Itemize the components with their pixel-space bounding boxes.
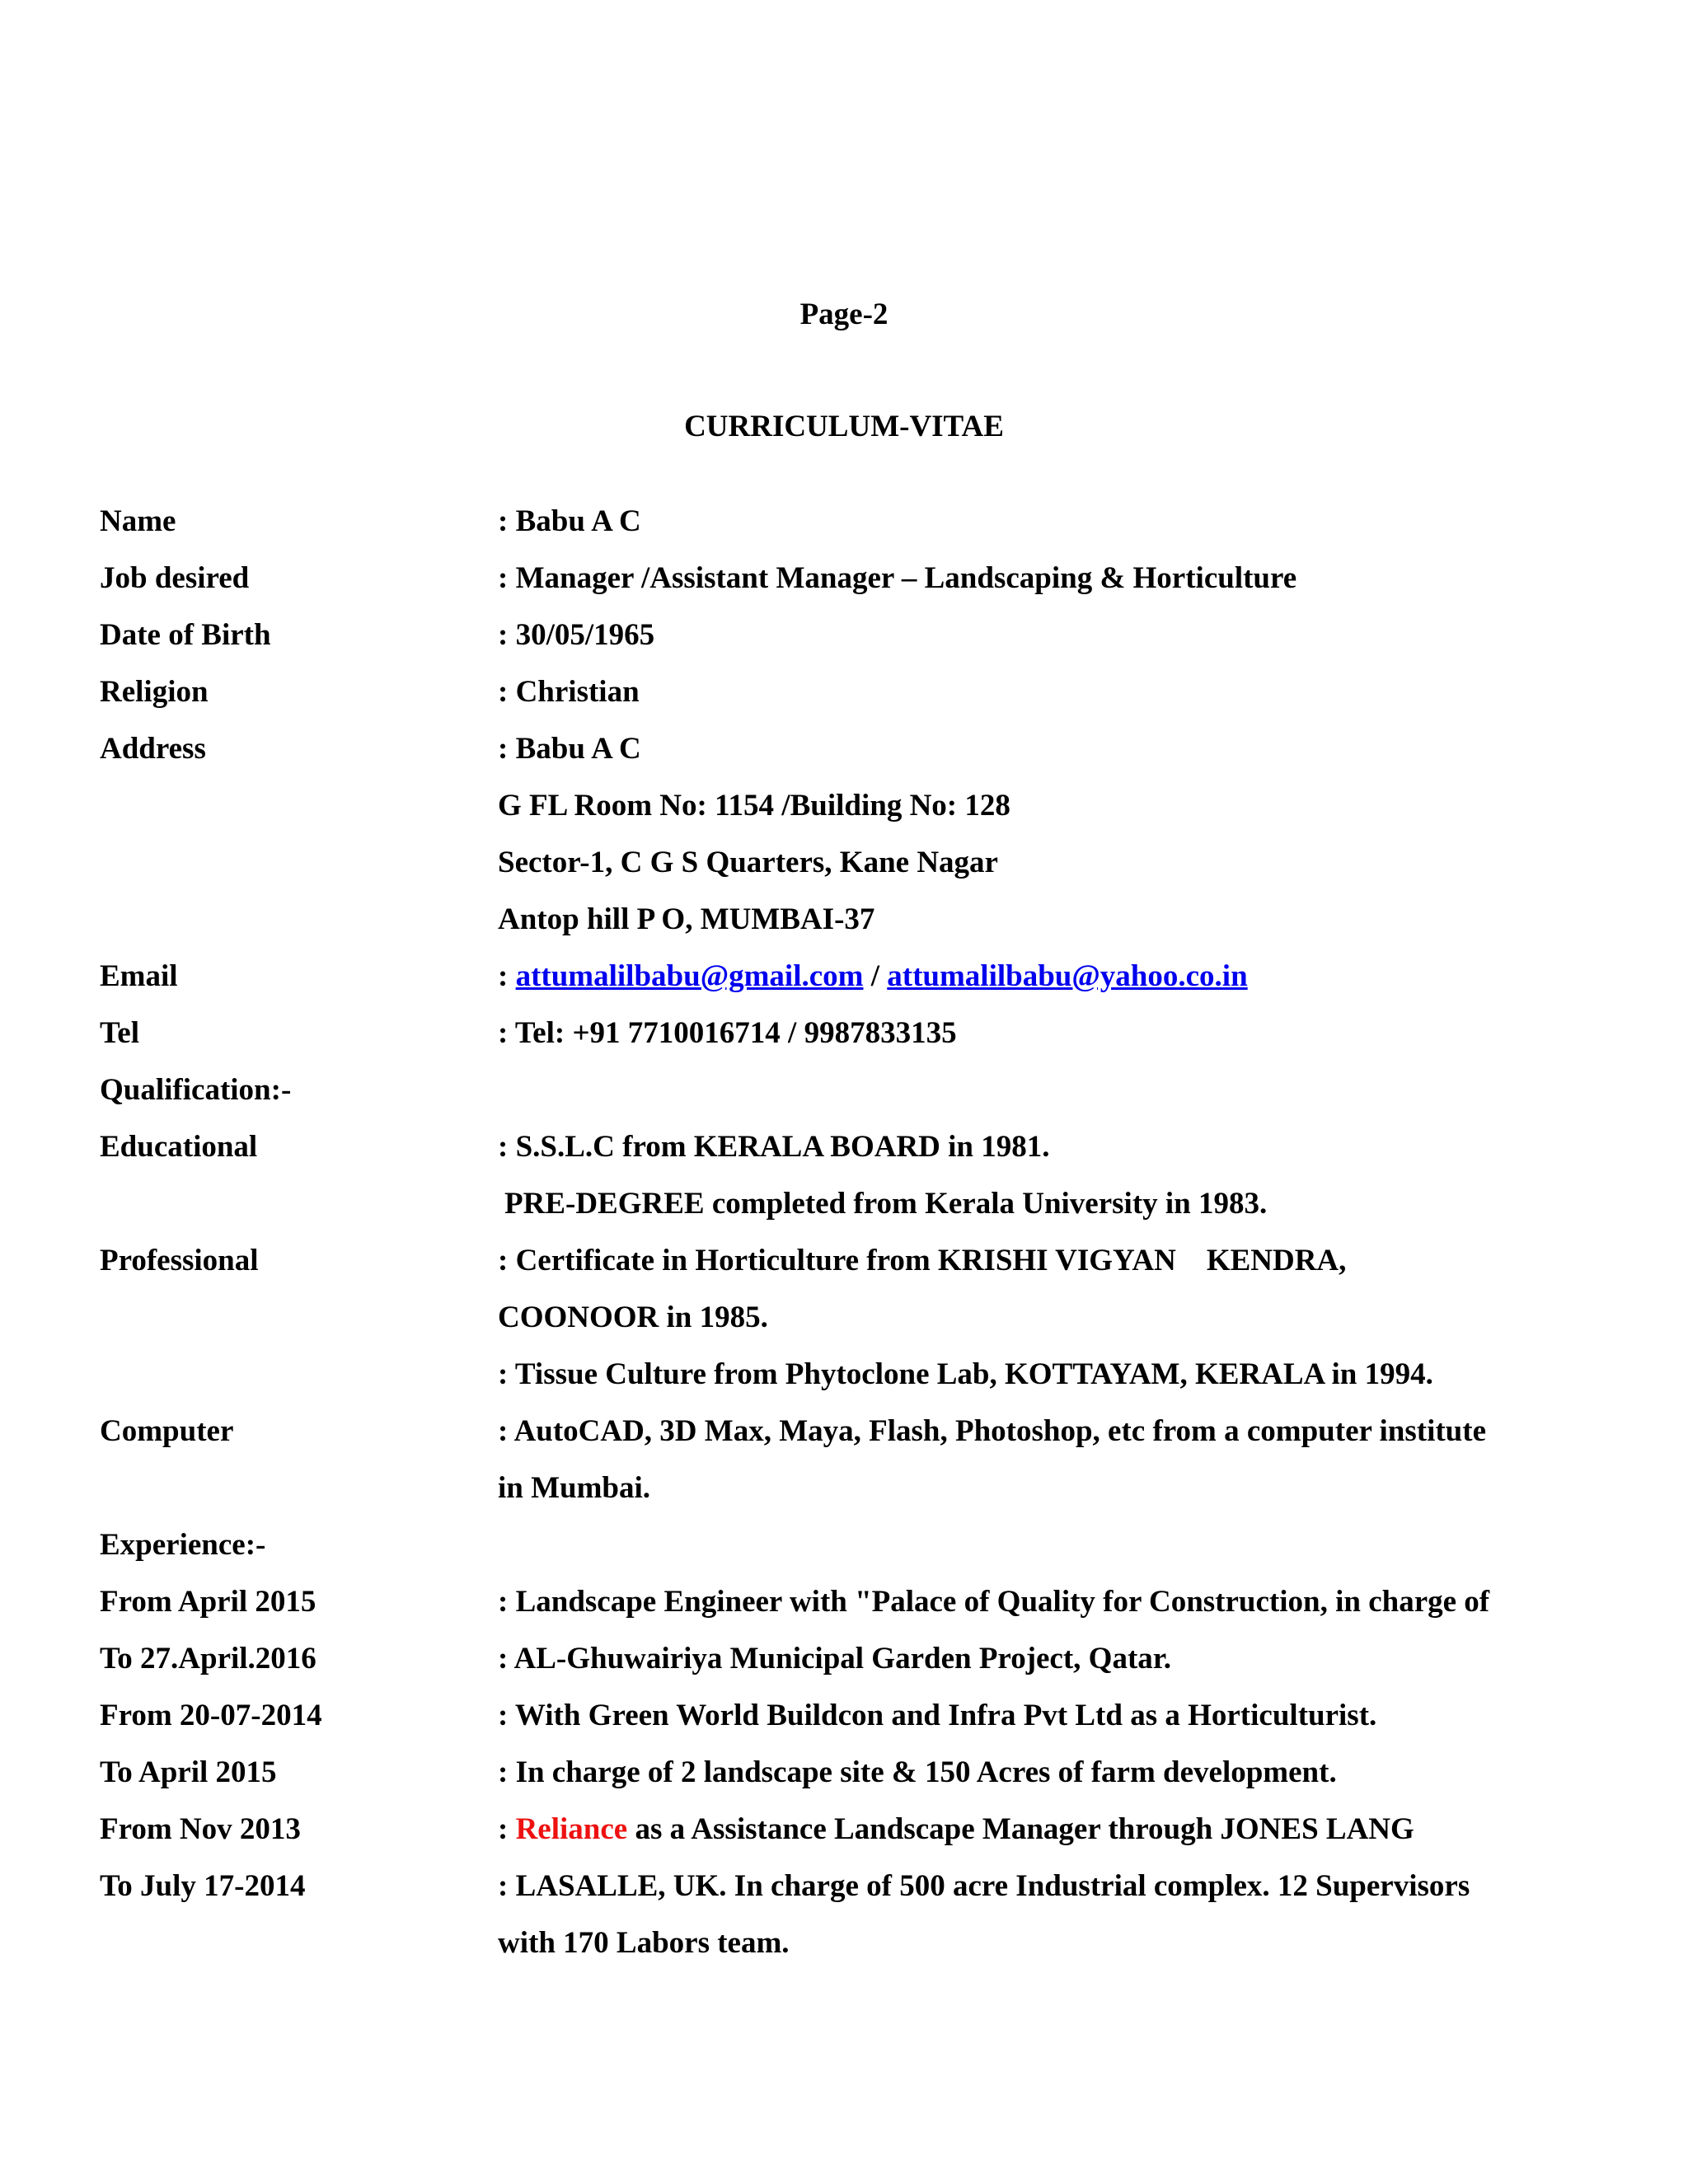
row-exp-to-july-2014-line-2 — [0, 1921, 1688, 1978]
row-job-desired — [0, 556, 1688, 613]
value-exp-to-july-2014: : LASALLE, UK. In charge of 500 acre Industrial complex. 12 Supervisors — [498, 1869, 1470, 1903]
value-tel: : Tel: +91 7710016714 / 9987833135 — [498, 1016, 957, 1050]
value-exp-from-nov-2013 — [498, 1807, 1414, 1852]
row-qualification-heading — [0, 1068, 1688, 1125]
value-job-desired: : Manager /Assistant Manager – Landscaping & Horticulture — [498, 561, 1297, 595]
row-address-line-4 — [0, 898, 1688, 954]
label-qualification: Qualification:- — [100, 1073, 292, 1107]
label-exp-to-april-2016: To 27.April.2016 — [100, 1642, 316, 1675]
row-address-line-2 — [0, 784, 1688, 841]
value-professional: : Certificate in Horticulture from KRISHI VIGYAN KENDRA, — [498, 1244, 1347, 1277]
row-experience-heading — [0, 1523, 1688, 1580]
row-exp-from-nov-2013 — [0, 1807, 1688, 1864]
value-exp-to-july-2014-line-2: with 170 Labors team. — [498, 1926, 790, 1960]
label-email: Email — [100, 959, 178, 993]
value-address-line-4: Antop hill P O, MUMBAI-37 — [498, 902, 875, 936]
label-educational: Educational — [100, 1130, 258, 1164]
highlight-reliance: Reliance — [515, 1812, 628, 1846]
row-computer — [0, 1409, 1688, 1466]
value-exp-from-2014: : With Green World Buildcon and Infra Pvt Ltd as a Horticulturist. — [498, 1699, 1377, 1732]
row-educational — [0, 1125, 1688, 1182]
label-date-of-birth: Date of Birth — [100, 618, 271, 652]
email-separator: / — [863, 959, 888, 993]
exp-prefix: : — [498, 1812, 516, 1846]
row-address — [0, 727, 1688, 784]
row-exp-to-july-2014 — [0, 1864, 1688, 1921]
email-link-gmail[interactable]: attumalilbabu@gmail.com — [515, 959, 864, 993]
value-address-line-3: Sector-1, C G S Quarters, Kane Nagar — [498, 846, 998, 879]
value-address: : Babu A C — [498, 732, 641, 766]
label-exp-from-nov-2013: From Nov 2013 — [100, 1812, 301, 1846]
value-professional-line-2: COONOOR in 1985. — [498, 1301, 768, 1334]
email-link-yahoo[interactable]: attumalilbabu@yahoo.co.in — [887, 959, 1248, 993]
label-name: Name — [100, 504, 176, 538]
row-exp-from-2014 — [0, 1694, 1688, 1750]
document-title: CURRICULUM-VITAE — [684, 410, 1004, 443]
label-exp-to-july-2014: To July 17-2014 — [100, 1869, 306, 1903]
row-professional-line-2 — [0, 1296, 1688, 1352]
value-computer: : AutoCAD, 3D Max, Maya, Flash, Photoshop, etc from a computer institute — [498, 1414, 1486, 1448]
cv-details — [0, 499, 1688, 1978]
value-address-line-2: G FL Room No: 1154 /Building No: 128 — [498, 789, 1010, 823]
row-address-line-3 — [0, 841, 1688, 898]
value-date-of-birth: : 30/05/1965 — [498, 618, 655, 652]
label-job-desired: Job desired — [100, 561, 250, 595]
row-religion — [0, 670, 1688, 727]
label-exp-to-april-2015: To April 2015 — [100, 1755, 277, 1789]
row-tel — [0, 1011, 1688, 1068]
value-educational-line-2: PRE-DEGREE completed from Kerala University in 1983. — [504, 1187, 1268, 1221]
value-religion: : Christian — [498, 675, 640, 709]
value-professional-line-3: : Tissue Culture from Phytoclone Lab, KOTTAYAM, KERALA in 1994. — [498, 1357, 1433, 1391]
label-experience: Experience:- — [100, 1528, 266, 1562]
value-name: : Babu A C — [498, 504, 641, 538]
row-exp-to-april-2016 — [0, 1637, 1688, 1694]
label-exp-from-2014: From 20-07-2014 — [100, 1699, 322, 1732]
label-tel: Tel — [100, 1016, 139, 1050]
label-exp-from-april-2015: From April 2015 — [100, 1585, 316, 1619]
row-computer-line-2 — [0, 1466, 1688, 1523]
label-religion: Religion — [100, 675, 209, 709]
label-computer: Computer — [100, 1414, 234, 1448]
value-exp-to-april-2015: : In charge of 2 landscape site & 150 Acres of farm development. — [498, 1755, 1337, 1789]
value-email — [498, 954, 1248, 999]
label-address: Address — [100, 732, 206, 766]
email-prefix: : — [498, 959, 516, 993]
row-professional-line-3 — [0, 1352, 1688, 1409]
row-email — [0, 954, 1688, 1011]
label-professional: Professional — [100, 1244, 259, 1277]
value-exp-from-april-2015: : Landscape Engineer with "Palace of Quality for Construction, in charge of — [498, 1585, 1490, 1619]
page-number: Page-2 — [799, 298, 889, 331]
exp-rest: as a Assistance Landscape Manager through JONES LANG — [627, 1812, 1414, 1846]
value-educational: : S.S.L.C from KERALA BOARD in 1981. — [498, 1130, 1050, 1164]
row-exp-to-april-2015 — [0, 1750, 1688, 1807]
row-exp-from-april-2015 — [0, 1580, 1688, 1637]
row-professional — [0, 1239, 1688, 1296]
row-date-of-birth — [0, 613, 1688, 670]
row-name — [0, 499, 1688, 556]
row-educational-line-2 — [0, 1182, 1688, 1239]
value-exp-to-april-2016: : AL-Ghuwairiya Municipal Garden Project, Qatar. — [498, 1642, 1172, 1675]
value-computer-line-2: in Mumbai. — [498, 1471, 651, 1505]
